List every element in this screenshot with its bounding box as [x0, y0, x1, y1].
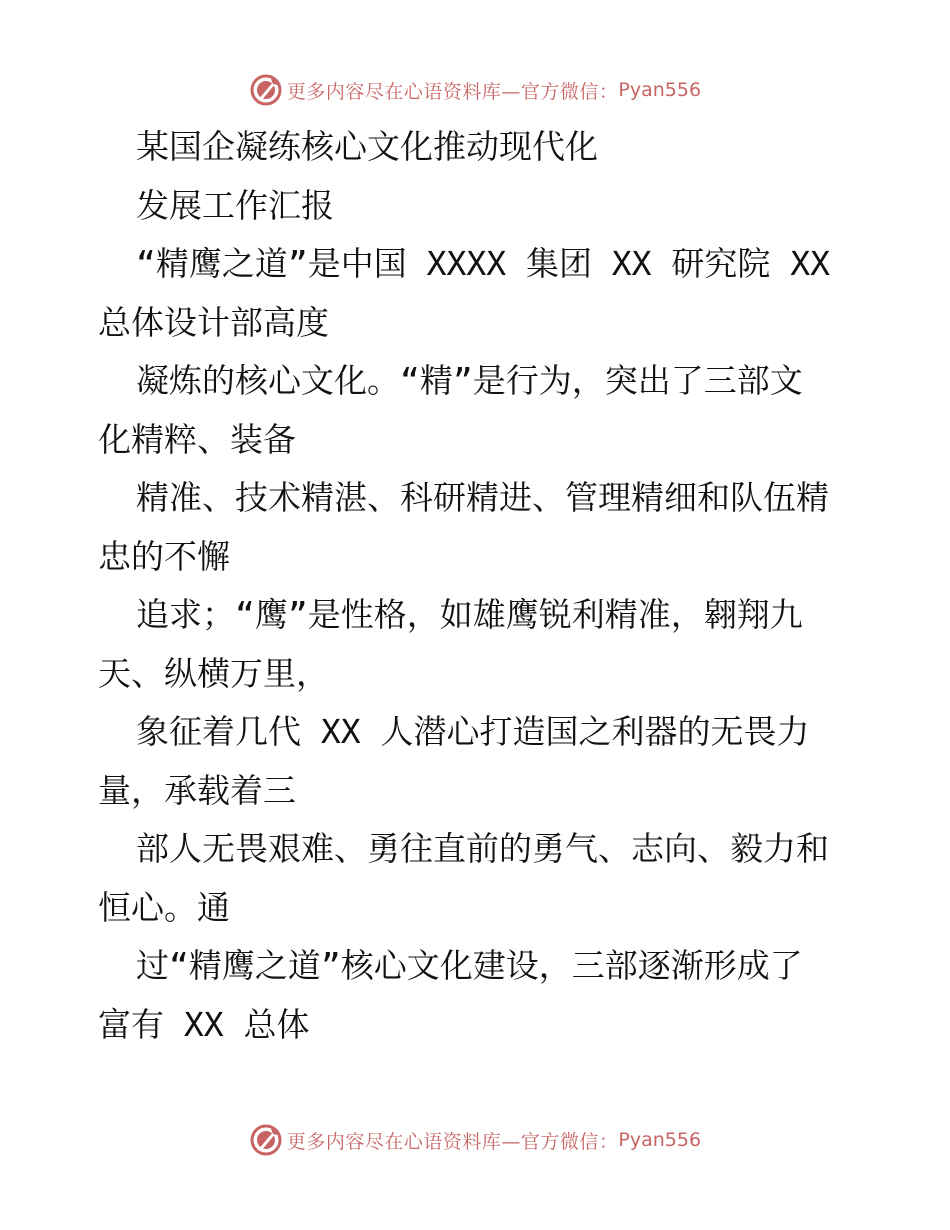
title-line-1: 某国企凝练核心文化推动现代化: [136, 127, 598, 166]
paragraph-line: 追求；“鹰”是性格，如雄鹰锐利精准，翱翔九: [136, 595, 803, 634]
paragraph-line: 总体设计部高度: [98, 302, 329, 342]
header-banner-text: 更多内容尽在心语资料库—官方微信：: [286, 80, 619, 103]
paragraph-line: “精鹰之道”是中国 XXXX 集团 XX 研究院 XX: [136, 244, 831, 283]
document-body: [98, 118, 858, 1054]
paragraph-line: 富有 XX 总体: [98, 1004, 310, 1044]
footer-wechat-id: Pyan556: [618, 1129, 702, 1151]
paragraph-line: 天、纵横万里，: [98, 653, 329, 693]
header-banner: [0, 70, 950, 110]
paragraph-line: 化精粹、装备: [98, 419, 296, 459]
title-line-2: 发展工作汇报: [136, 185, 334, 225]
header-wechat-id: Pyan556: [618, 79, 702, 101]
paragraph-line: 精准、技术精湛、科研精进、管理精细和队伍精: [136, 478, 829, 517]
footer-banner: [0, 1120, 950, 1160]
footer-banner-text: 更多内容尽在心语资料库—官方微信：: [286, 1130, 619, 1153]
paragraph-line: 忠的不懈: [98, 536, 230, 576]
paragraph-line: 凝炼的核心文化。“精”是行为，突出了三部文: [136, 361, 803, 400]
paragraph-line: 部人无畏艰难、勇往直前的勇气、志向、毅力和: [136, 829, 829, 868]
paragraph-line: 恒心。通: [98, 887, 230, 927]
paragraph-line: 量，承载着三: [98, 770, 296, 810]
paragraph-line: 象征着几代 XX 人潜心打造国之利器的无畏力: [136, 712, 810, 751]
paragraph-line: 过“精鹰之道”核心文化建设，三部逐渐形成了: [136, 946, 803, 985]
quill-logo-icon: [249, 1123, 283, 1157]
quill-logo-icon: [249, 73, 283, 107]
